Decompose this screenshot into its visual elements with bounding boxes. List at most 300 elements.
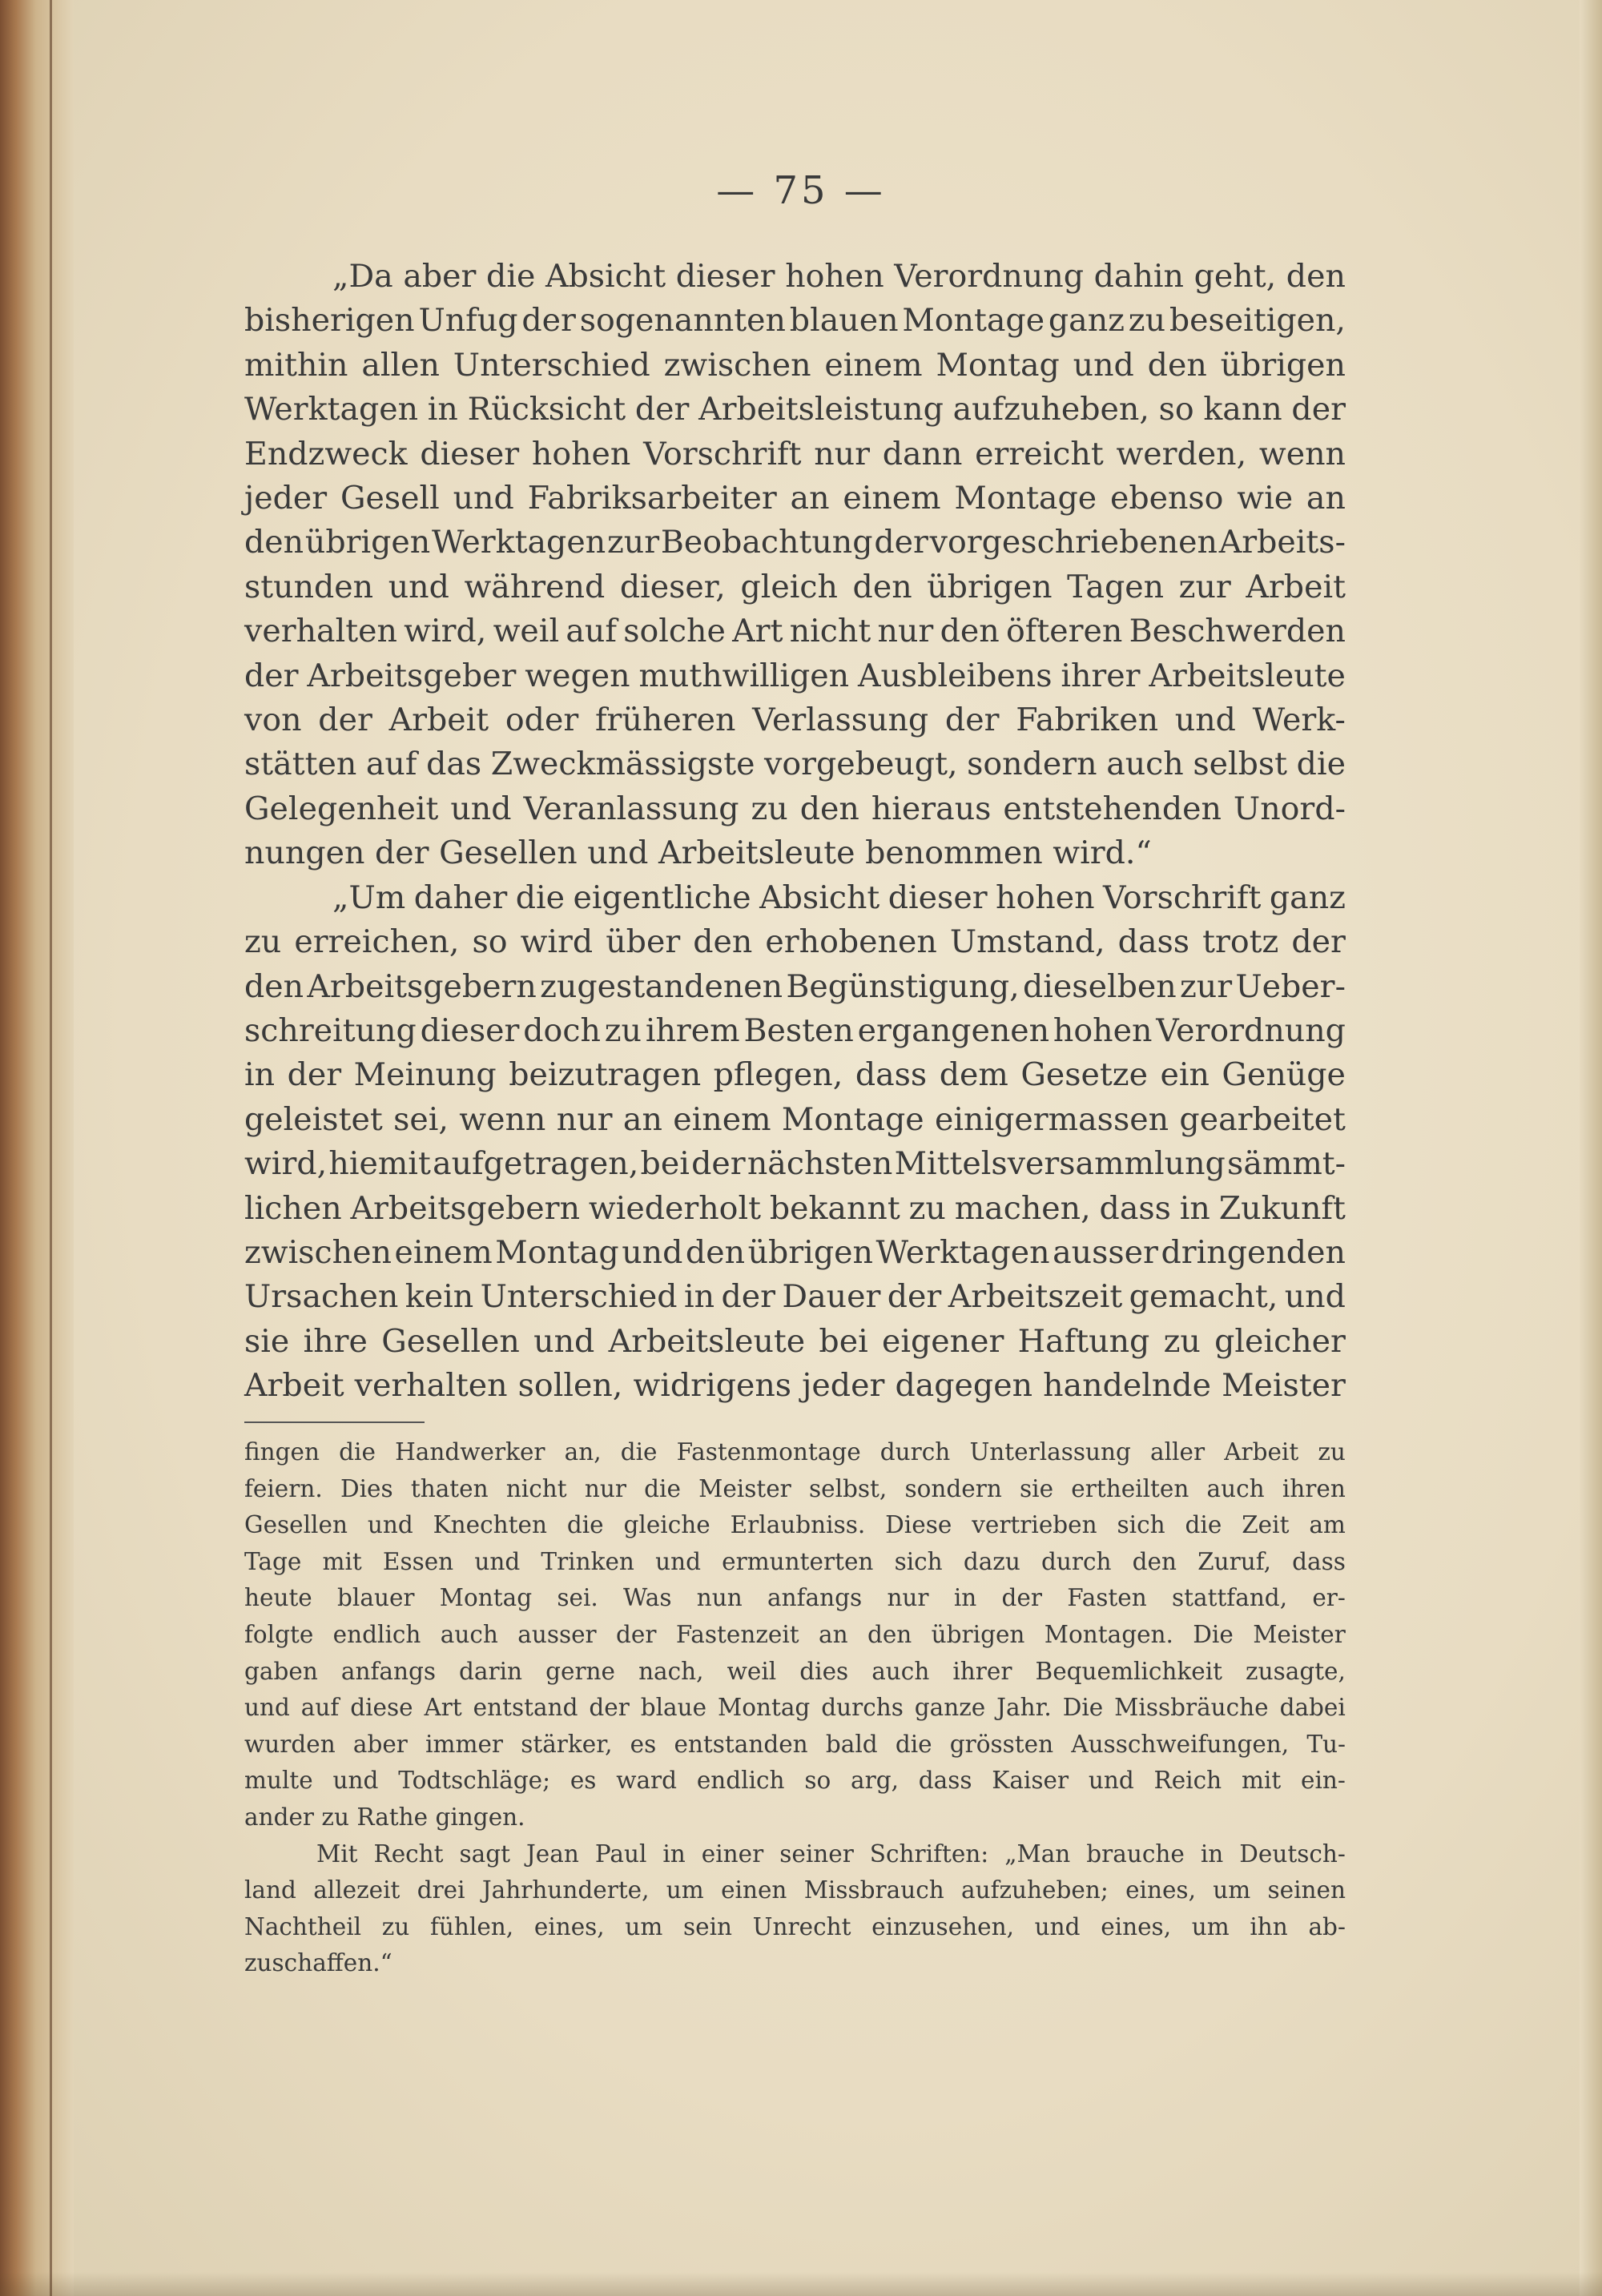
word: wiederholt: [588, 1189, 761, 1227]
word: Gelegenheit: [244, 790, 439, 827]
word: Arbeitsleistung: [698, 391, 944, 428]
word: den: [1132, 1547, 1177, 1575]
word: ebenso: [1109, 480, 1224, 517]
word: und: [474, 1547, 521, 1575]
word: die: [566, 1511, 604, 1539]
word: einem: [824, 346, 923, 384]
word: Mit: [316, 1840, 358, 1868]
word: dringenden: [1161, 1233, 1346, 1271]
word: Dauer: [782, 1278, 881, 1316]
word: der: [521, 302, 576, 340]
word: der: [634, 391, 690, 428]
word: den: [693, 923, 753, 961]
word: nach,: [638, 1657, 704, 1685]
text-line: [244, 698, 1346, 742]
word: wenn: [1258, 435, 1346, 472]
word: zu: [1163, 1322, 1201, 1360]
word: eigentliche: [573, 879, 751, 916]
word: ganz: [1269, 879, 1346, 916]
word: dass: [1117, 923, 1190, 961]
word: Arbeitszeit: [948, 1278, 1123, 1316]
word: seiner: [779, 1840, 854, 1868]
word: Ursachen: [244, 1278, 399, 1316]
word: allen: [361, 346, 440, 384]
word: Montag: [495, 1233, 619, 1271]
word: zu: [244, 923, 282, 961]
word: an: [1306, 480, 1346, 517]
word: Unrecht: [752, 1912, 851, 1940]
word: sollen,: [517, 1367, 623, 1405]
word: übrigen: [931, 1620, 1025, 1648]
word: an: [790, 480, 830, 517]
word: machen,: [954, 1189, 1091, 1227]
word: die: [486, 258, 536, 295]
word: blaue: [640, 1694, 707, 1722]
word: dieser: [420, 435, 520, 472]
word: wegen: [525, 657, 630, 694]
footnote-line: [244, 1690, 1346, 1727]
word: Absicht: [759, 879, 880, 916]
word: den: [852, 568, 912, 605]
word: Mittelsversammlung: [894, 1145, 1226, 1183]
word: Arbeitsgeber: [307, 657, 517, 694]
word: zu: [1128, 302, 1166, 340]
word: Deutsch-: [1239, 1840, 1346, 1868]
footnote-divider: [244, 1421, 425, 1423]
word: jeder: [802, 1367, 885, 1405]
word: der: [1291, 391, 1346, 428]
word: wurden: [244, 1730, 336, 1758]
word: Verlassung: [752, 702, 929, 739]
word: Unfug: [418, 302, 518, 340]
word: die: [620, 1438, 658, 1466]
word: seinen: [1267, 1876, 1346, 1904]
word: gaben: [244, 1657, 318, 1685]
word: zusagte,: [1246, 1657, 1346, 1685]
word: Meister: [1253, 1620, 1346, 1648]
footnote-line: [244, 1654, 1346, 1691]
word: einigermassen: [935, 1100, 1169, 1138]
footnote-line: zuschaffen.“: [244, 1949, 392, 1977]
word: Unterschied: [453, 346, 650, 384]
word: gerne: [545, 1657, 616, 1685]
word: in: [427, 391, 458, 428]
word: Jahrhunderte,: [481, 1876, 650, 1904]
word: den: [244, 524, 304, 561]
word: Absicht: [545, 258, 666, 295]
word: sondern: [904, 1474, 1002, 1502]
word: solche: [623, 613, 726, 650]
word: die: [515, 879, 565, 916]
word: und: [655, 1547, 701, 1575]
footnote-line: [244, 1836, 1346, 1873]
word: Werk-: [1252, 702, 1346, 739]
word: Umstand,: [949, 923, 1105, 961]
word: die: [644, 1474, 681, 1502]
word: durchs: [821, 1694, 904, 1722]
word: Verordnung: [894, 258, 1085, 295]
text-line: [244, 476, 1346, 521]
word: erhobenen: [765, 923, 937, 961]
word: Kaiser: [992, 1767, 1069, 1795]
word: ausser: [517, 1620, 597, 1648]
word: Meister: [698, 1474, 791, 1502]
word: Schriften:: [869, 1840, 989, 1868]
word: ergangenen: [857, 1011, 1050, 1049]
word: schreitung: [244, 1011, 417, 1049]
word: der: [287, 1056, 342, 1094]
word: ihrer: [1061, 657, 1141, 694]
word: Arbeits-: [1218, 524, 1346, 561]
text-line: [244, 1320, 1346, 1364]
word: „Um: [332, 879, 406, 916]
word: Gesetze: [1020, 1056, 1148, 1094]
word: Werktagen: [244, 391, 419, 428]
word: Haftung: [1017, 1322, 1150, 1360]
word: und: [244, 1694, 290, 1722]
word: daher: [413, 879, 508, 916]
text-line: [244, 299, 1346, 343]
word: land: [244, 1876, 296, 1904]
word: Zukunft: [1218, 1189, 1346, 1227]
text-line: [244, 654, 1346, 698]
word: Vorschrift: [643, 435, 802, 472]
word: heute: [244, 1584, 312, 1612]
text-line: [244, 965, 1346, 1009]
word: folgte: [244, 1620, 314, 1648]
word: Missbräuche: [1114, 1694, 1269, 1722]
word: Arbeitsgebern: [307, 967, 537, 1005]
word: sogenannten: [579, 302, 786, 340]
text-line: [244, 920, 1346, 964]
word: auch: [1106, 746, 1184, 783]
word: und: [1088, 1767, 1134, 1795]
word: geht,: [1193, 258, 1277, 295]
word: bei: [819, 1322, 868, 1360]
word: Bequemlichkeit: [1035, 1657, 1222, 1685]
word: hohen: [531, 435, 631, 472]
word: übrigen: [747, 1233, 873, 1271]
word: übrigen: [1220, 346, 1346, 384]
word: Zeit: [1242, 1511, 1290, 1539]
word: Arbeitsgebern: [350, 1189, 581, 1227]
word: auch: [871, 1657, 930, 1685]
word: erreichen,: [294, 923, 460, 961]
word: blauen: [789, 302, 899, 340]
word: an,: [564, 1438, 602, 1466]
word: weil: [493, 613, 560, 650]
word: Veranlassung: [523, 790, 739, 827]
word: Beobachtung: [660, 524, 873, 561]
text-line: [244, 1142, 1346, 1186]
spine-line: [50, 0, 52, 2296]
word: der: [944, 702, 1000, 739]
word: das: [426, 746, 482, 783]
word: ihren: [1282, 1474, 1346, 1502]
word: ganz: [1048, 302, 1125, 340]
word: der: [244, 657, 299, 694]
word: von: [244, 702, 302, 739]
word: zu: [381, 1912, 410, 1940]
word: und: [453, 480, 514, 517]
text-line: [244, 565, 1346, 609]
word: Gesell: [340, 480, 440, 517]
word: gleich: [740, 568, 838, 605]
word: um: [1191, 1912, 1230, 1940]
word: gleiche: [623, 1511, 710, 1539]
word: nächsten: [747, 1145, 893, 1183]
word: und: [1034, 1912, 1081, 1940]
word: wie: [1237, 480, 1294, 517]
word: den: [799, 790, 859, 827]
word: lichen: [244, 1189, 342, 1227]
word: und: [1284, 1278, 1346, 1316]
word: mit: [1241, 1767, 1282, 1795]
word: Arbeitsleute: [608, 1322, 806, 1360]
footnote-line: ander zu Rathe gingen.: [244, 1803, 525, 1831]
word: in: [1200, 1840, 1224, 1868]
word: hohen: [996, 879, 1095, 916]
word: Arbeit: [244, 1367, 344, 1405]
word: es: [630, 1730, 657, 1758]
word: eines,: [533, 1912, 605, 1940]
word: Dies: [340, 1474, 393, 1502]
word: aufzuheben,: [952, 391, 1149, 428]
word: Missbrauch: [803, 1876, 944, 1904]
word: hohen: [785, 258, 884, 295]
word: der: [589, 1694, 630, 1722]
main-text: [244, 255, 1346, 1409]
word: erreicht: [975, 435, 1104, 472]
text-line: [244, 521, 1346, 565]
word: nicht: [505, 1474, 567, 1502]
word: bekannt: [769, 1189, 900, 1227]
word: Art: [424, 1694, 462, 1722]
word: Arbeit: [388, 702, 489, 739]
word: ein-: [1300, 1767, 1346, 1795]
word: ab-: [1308, 1912, 1346, 1940]
word: vorgebeugt,: [764, 746, 958, 783]
word: Verordnung: [1156, 1011, 1346, 1049]
word: verhalten: [244, 613, 397, 650]
word: Diese: [885, 1511, 952, 1539]
word: früheren: [594, 702, 736, 739]
word: stunden: [244, 568, 374, 605]
word: an: [819, 1620, 848, 1648]
word: zur: [1179, 967, 1233, 1005]
word: nur: [584, 1474, 626, 1502]
word: auf: [365, 746, 417, 783]
word: nur: [887, 1584, 929, 1612]
word: übrigen: [927, 568, 1053, 605]
word: Fastenzeit: [675, 1620, 799, 1648]
word: Unord-: [1233, 790, 1346, 827]
word: wird: [520, 923, 594, 961]
word: und: [450, 790, 512, 827]
word: grössten: [949, 1730, 1054, 1758]
word: über: [606, 923, 681, 961]
word: multe: [244, 1767, 313, 1795]
word: und: [367, 1511, 413, 1539]
word: sich: [894, 1547, 943, 1575]
word: in: [953, 1584, 977, 1612]
word: Beschwerden: [1129, 613, 1346, 650]
word: aufzuheben;: [961, 1876, 1109, 1904]
word: einen: [721, 1876, 787, 1904]
word: Montag: [936, 346, 1060, 384]
word: ihn: [1250, 1912, 1288, 1940]
word: sein: [682, 1912, 733, 1940]
word: aber: [352, 1730, 408, 1758]
text-line: [244, 787, 1346, 831]
word: selbst,: [808, 1474, 888, 1502]
word: allezeit: [313, 1876, 400, 1904]
word: durch: [879, 1438, 951, 1466]
word: aller: [1150, 1438, 1206, 1466]
word: in: [683, 1278, 715, 1316]
text-line: [244, 742, 1346, 786]
word: ausser: [1053, 1233, 1158, 1271]
word: ganze: [914, 1694, 986, 1722]
word: dazu: [963, 1547, 1020, 1575]
word: vorgeschriebenen: [929, 524, 1218, 561]
word: drei: [417, 1876, 465, 1904]
page-bottom-shadow: [0, 2272, 1602, 2296]
word: Recht: [373, 1840, 444, 1868]
word: sie: [244, 1322, 290, 1360]
word: Tagen: [1067, 568, 1165, 605]
word: sämmt-: [1227, 1145, 1346, 1183]
word: der: [1001, 1584, 1042, 1612]
word: dieselben: [1023, 967, 1177, 1005]
word: fingen: [244, 1438, 320, 1466]
word: jeder: [244, 480, 328, 517]
word: um: [625, 1912, 663, 1940]
word: zu: [908, 1189, 946, 1227]
word: Montage: [781, 1100, 924, 1138]
word: dieser: [420, 1011, 520, 1049]
word: Gesellen: [244, 1511, 348, 1539]
word: Arbeitsleute: [1149, 657, 1346, 694]
word: sagt: [459, 1840, 510, 1868]
word: während: [464, 568, 606, 605]
word: Montagen.: [1044, 1620, 1173, 1648]
word: ein: [1160, 1056, 1210, 1094]
word: dass: [1099, 1189, 1171, 1227]
word: Endzweck: [244, 435, 408, 472]
word: auch: [440, 1620, 498, 1648]
word: der: [691, 1145, 746, 1183]
word: Meinung: [353, 1056, 497, 1094]
word: weil: [727, 1657, 777, 1685]
word: Fabriksarbeiter: [527, 480, 777, 517]
word: thaten: [410, 1474, 489, 1502]
word: auf: [566, 613, 617, 650]
text-line: [244, 432, 1346, 476]
word: beseitigen,: [1169, 302, 1346, 340]
page-number: — 75 —: [716, 168, 886, 213]
word: Jean: [525, 1840, 579, 1868]
word: gleicher: [1214, 1322, 1346, 1360]
word: um: [1213, 1876, 1251, 1904]
word: auf: [300, 1694, 340, 1722]
word: dass: [918, 1767, 972, 1795]
text-line: [244, 255, 1346, 299]
word: und: [388, 568, 449, 605]
word: darin: [459, 1657, 523, 1685]
word: Fasten: [1067, 1584, 1147, 1612]
word: der: [1291, 923, 1346, 961]
word: und: [533, 1322, 595, 1360]
word: einem: [673, 1100, 771, 1138]
word: so: [472, 923, 508, 961]
text-line: [244, 1053, 1346, 1097]
text-line: nungen der Gesellen und Arbeitsleute benommen wird.“: [244, 834, 1152, 872]
word: oder: [505, 702, 579, 739]
word: selbst: [1193, 746, 1288, 783]
word: gemacht,: [1129, 1278, 1278, 1316]
word: dann: [882, 435, 963, 472]
word: hohen: [1053, 1011, 1153, 1049]
word: Unterlassung: [969, 1438, 1131, 1466]
word: entstehenden: [1003, 790, 1222, 827]
word: bei: [640, 1145, 690, 1183]
word: entstand: [473, 1694, 578, 1722]
footnote-line: [244, 1544, 1346, 1581]
word: endlich: [696, 1767, 785, 1795]
word: nun: [696, 1584, 743, 1612]
word: sie: [1020, 1474, 1054, 1502]
word: der: [721, 1278, 776, 1316]
word: aber: [403, 258, 477, 295]
word: diese: [350, 1694, 413, 1722]
word: einer: [701, 1840, 764, 1868]
word: Tage: [244, 1547, 302, 1575]
word: in: [244, 1056, 276, 1094]
word: Knechten: [433, 1511, 547, 1539]
word: zur: [606, 524, 660, 561]
word: anfangs: [340, 1657, 436, 1685]
word: den: [1286, 258, 1346, 295]
word: Die: [1062, 1694, 1104, 1722]
word: öfteren: [1005, 613, 1123, 650]
word: stätten: [244, 746, 357, 783]
word: die: [1296, 746, 1346, 783]
word: Jahr.: [996, 1694, 1052, 1722]
word: dem: [939, 1056, 1008, 1094]
word: muthwilligen: [638, 657, 850, 694]
word: die: [895, 1730, 932, 1758]
word: Meister: [1222, 1367, 1346, 1405]
text-line: [244, 1275, 1346, 1319]
word: ward: [616, 1767, 678, 1795]
word: Reich: [1153, 1767, 1222, 1795]
word: zu: [604, 1011, 642, 1049]
word: den: [685, 1233, 746, 1271]
word: Arbeit: [1224, 1438, 1299, 1466]
word: stärker,: [521, 1730, 613, 1758]
word: ihre: [303, 1322, 368, 1360]
word: „Man: [1004, 1840, 1071, 1868]
word: Unterschied: [480, 1278, 678, 1316]
word: der: [874, 524, 928, 561]
word: der: [318, 702, 372, 739]
word: dass: [1292, 1547, 1346, 1575]
word: einem: [843, 480, 941, 517]
word: an: [622, 1100, 662, 1138]
word: Ueber-: [1235, 967, 1346, 1005]
word: kann: [1203, 391, 1282, 428]
